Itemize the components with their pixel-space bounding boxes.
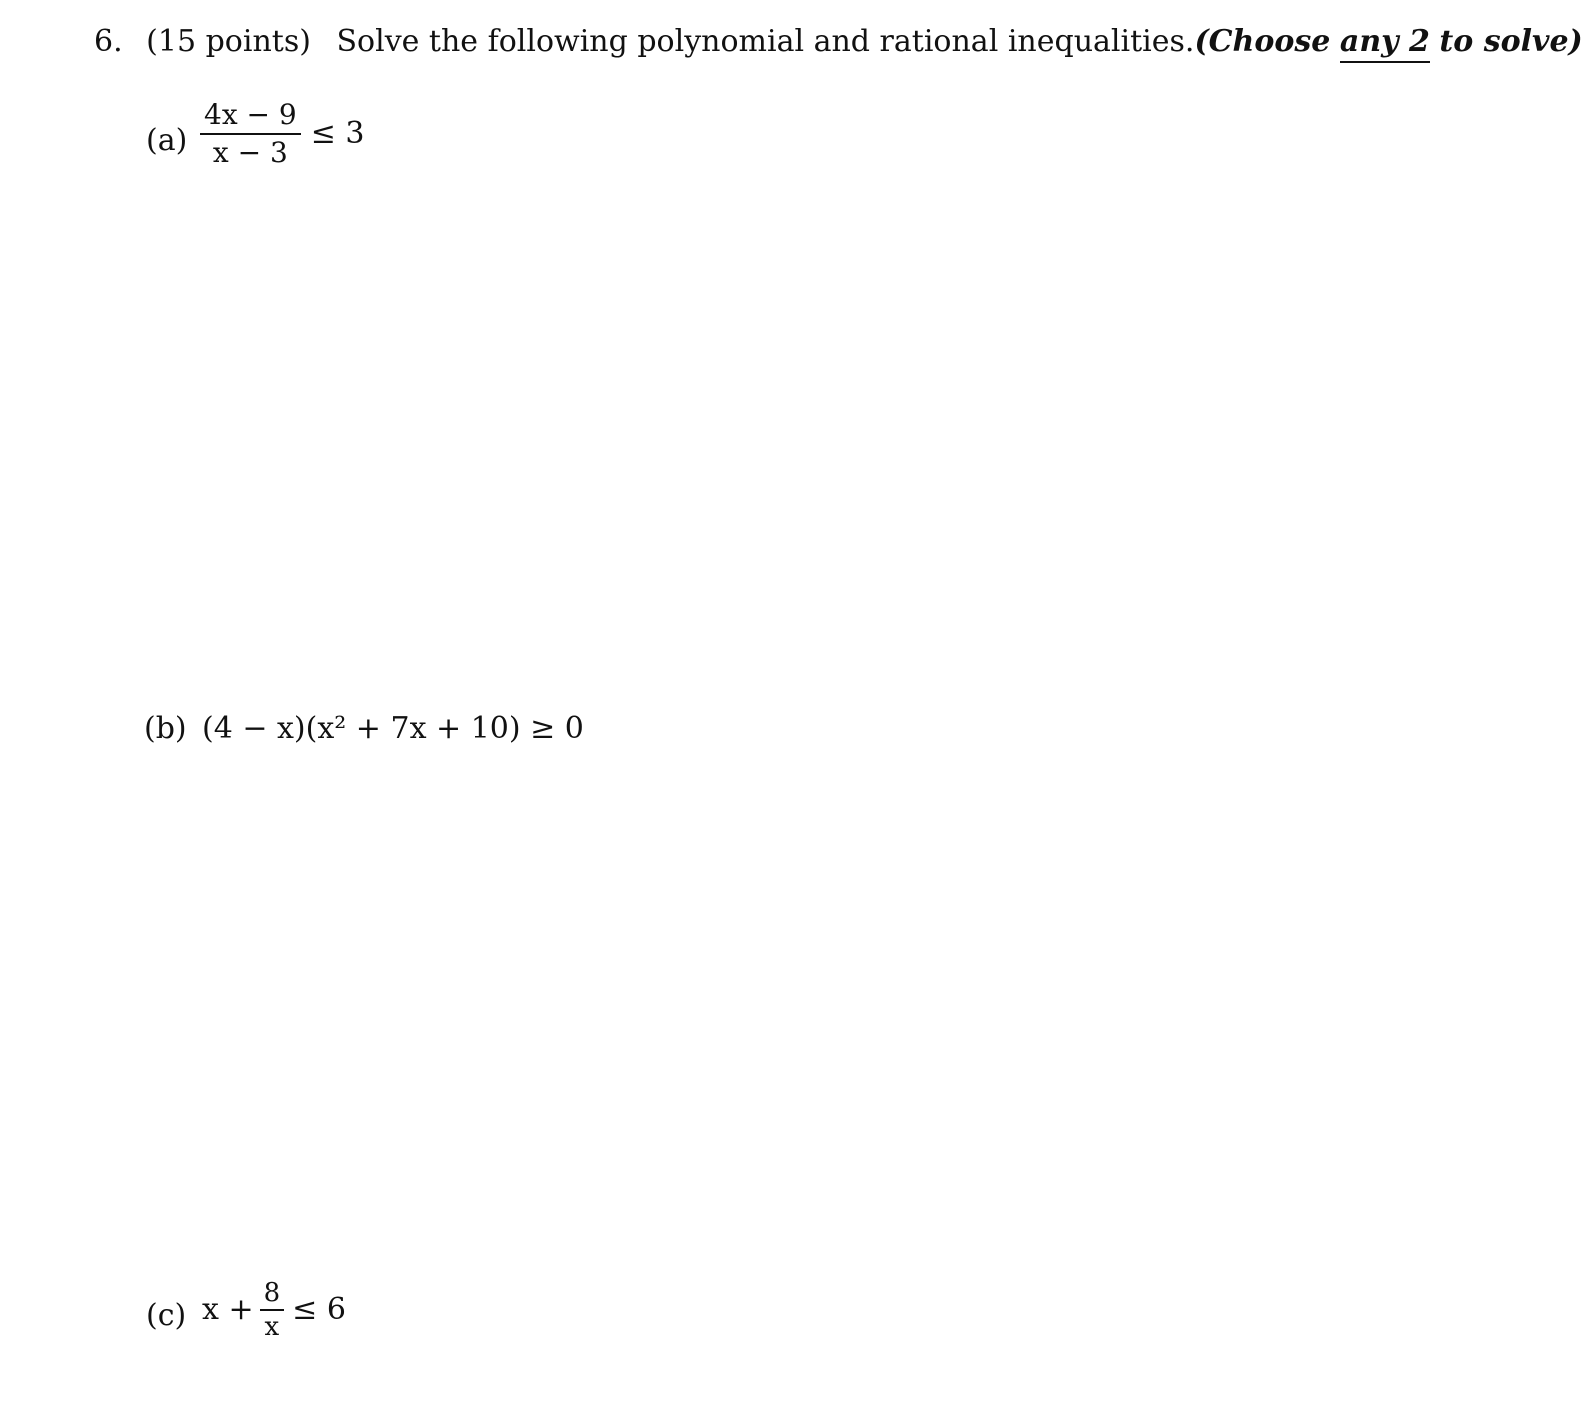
part-b-label: (b) <box>144 711 187 746</box>
part-c-denominator: x <box>264 1312 280 1342</box>
instruction-emphasis: any 2 <box>1340 24 1430 63</box>
part-a-relation: ≤ 3 <box>310 116 365 151</box>
part-c-expression <box>202 1278 346 1342</box>
part-b-expression: (4 − x)(x² + 7x + 10) ≥ 0 <box>202 711 584 746</box>
part-a-denominator: x − 3 <box>212 136 288 169</box>
part-c-lhs: x + <box>202 1292 254 1327</box>
part-c-fraction <box>260 1278 285 1342</box>
question-points: (15 points) <box>146 24 311 59</box>
question-number: 6. <box>94 24 123 59</box>
part-a-label: (a) <box>146 123 188 158</box>
part-c-label: (c) <box>146 1298 187 1333</box>
question-header <box>94 22 1583 62</box>
part-a-numerator: 4x − 9 <box>204 98 297 131</box>
fraction-bar <box>260 1309 285 1311</box>
part-c-relation: ≤ 6 <box>292 1292 346 1327</box>
instruction-open: (Choose <box>1194 24 1331 59</box>
instruction-close: to solve) <box>1439 24 1583 59</box>
part-c-numerator: 8 <box>263 1278 281 1308</box>
question-prompt: Solve the following polynomial and rational inequalities. <box>336 24 1195 59</box>
part-a-expression <box>200 98 364 170</box>
part-a-fraction <box>200 98 301 170</box>
fraction-bar <box>200 133 301 135</box>
